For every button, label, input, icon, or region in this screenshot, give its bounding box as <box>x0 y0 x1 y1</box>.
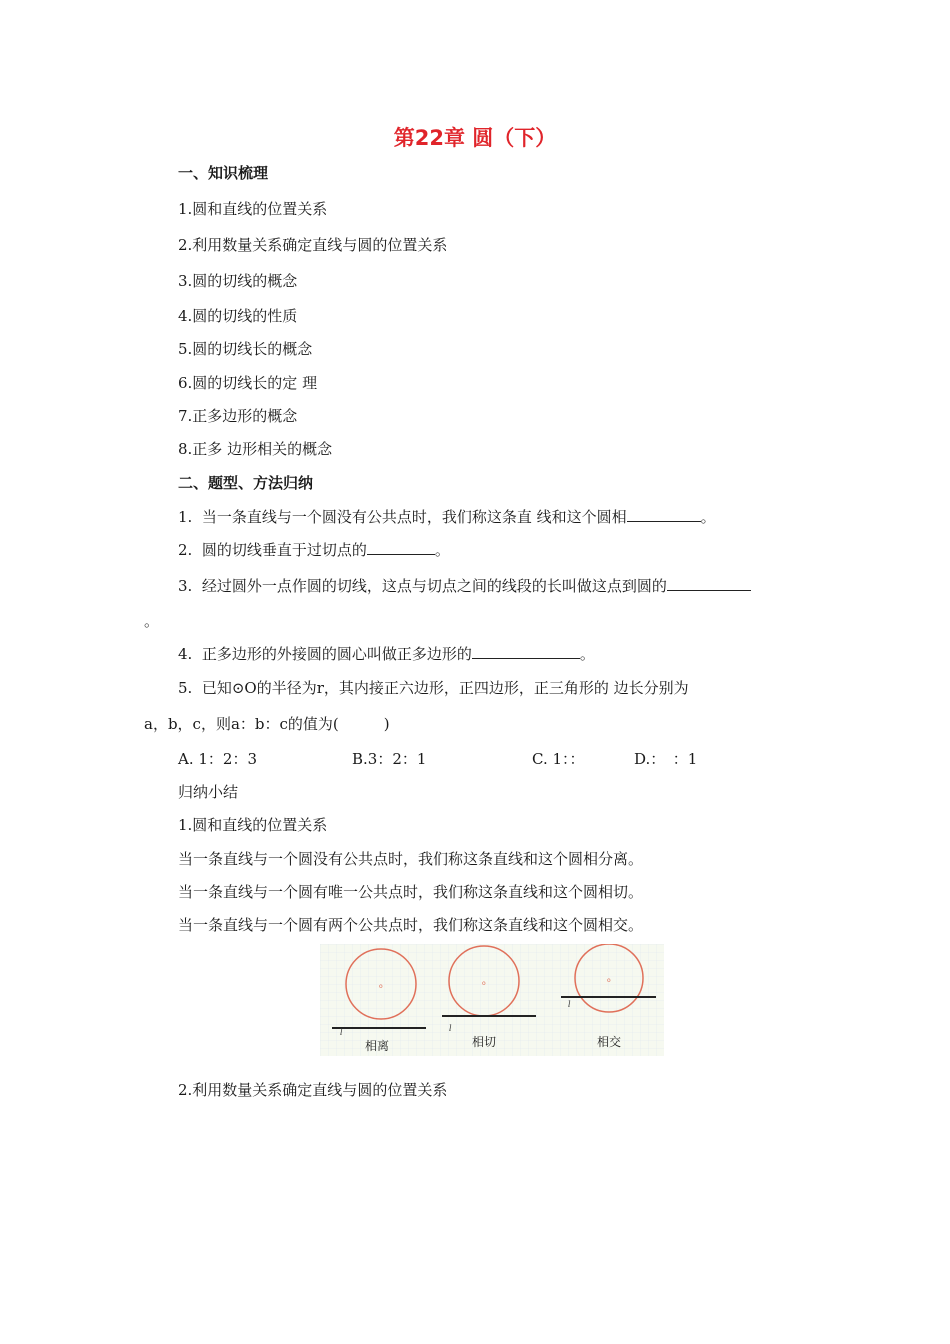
summary-heading: 归纳小结 <box>178 783 239 801</box>
summary-item: 2.利用数量关系确定直线与圆的位置关系 <box>178 1081 448 1099</box>
knowledge-item: 2.利用数量关系确定直线与圆的位置关系 <box>178 236 448 254</box>
question-1 <box>178 507 716 527</box>
line-label: l <box>568 1000 571 1009</box>
question-text: 已知⊙O的半径为r，其内接正六边形，正四边形，正三角形的 边长分别为 <box>201 679 689 697</box>
knowledge-item: 1.圆和直线的位置关系 <box>178 200 328 218</box>
answer-blank[interactable] <box>472 644 580 659</box>
label-separate: 相离 <box>365 1039 390 1053</box>
question-end: 。 <box>579 645 595 663</box>
answer-blank[interactable] <box>627 507 701 522</box>
option-a[interactable]: A. 1：2：3 <box>178 750 257 768</box>
line-label: l <box>340 1028 343 1037</box>
knowledge-item: 3.圆的切线的概念 <box>178 272 298 290</box>
circle-line-relation-figure <box>320 944 664 1056</box>
question-text: 经过圆外一点作圆的切线，这点与切点之间的线段的长叫做这点到圆的 <box>201 577 667 595</box>
question-end: 。 <box>434 541 450 559</box>
knowledge-item: 7.正多边形的概念 <box>178 407 298 425</box>
label-intersect: 相交 <box>597 1035 622 1049</box>
question-5-options <box>0 749 950 769</box>
question-3 <box>178 576 751 596</box>
knowledge-item: 4.圆的切线的性质 <box>178 307 298 325</box>
question-4 <box>178 644 595 664</box>
knowledge-item: 5.圆的切线长的概念 <box>178 340 313 358</box>
summary-line: 当一条直线与一个圆没有公共点时，我们称这条直线和这个圆相分离。 <box>178 850 644 868</box>
question-text: 正多边形的外接圆的圆心叫做正多边形的 <box>201 645 472 663</box>
circle-center-label: o <box>482 980 486 987</box>
summary-line: 当一条直线与一个圆有唯一公共点时，我们称这条直线和这个圆相切。 <box>178 883 644 901</box>
knowledge-item: 8.正多 边形相关的概念 <box>178 440 333 458</box>
option-d[interactable]: D.： ：1 <box>634 750 698 768</box>
answer-blank[interactable] <box>667 576 751 591</box>
section-heading-knowledge: 一、知识梳理 <box>178 164 269 182</box>
question-number: 1. <box>178 508 193 526</box>
question-3-end: 。 <box>144 612 160 630</box>
answer-blank[interactable] <box>367 540 435 555</box>
option-b[interactable]: B.3：2：1 <box>352 750 427 768</box>
question-number: 4. <box>178 645 193 663</box>
circle-center-label: o <box>379 983 383 990</box>
question-number: 2. <box>178 541 193 559</box>
knowledge-item: 6.圆的切线长的定 理 <box>178 374 318 392</box>
page-title: 第22章 圆（下） <box>393 126 557 150</box>
question-5 <box>178 678 689 698</box>
question-number: 5. <box>178 679 193 697</box>
section-heading-methods: 二、题型、方法归纳 <box>178 474 314 492</box>
option-c[interactable]: C. 1：： <box>532 750 585 768</box>
question-text: 当一条直线与一个圆没有公共点时，我们称这条直 线和这个圆相 <box>201 508 627 526</box>
question-2 <box>178 540 450 560</box>
summary-item: 1.圆和直线的位置关系 <box>178 816 328 834</box>
summary-line: 当一条直线与一个圆有两个公共点时，我们称这条直线和这个圆相交。 <box>178 916 644 934</box>
question-end: 。 <box>700 508 716 526</box>
line-label: l <box>449 1024 452 1033</box>
question-5-continued: a，b，c，则a：b：c的值为( ) <box>144 715 390 733</box>
circle-center-label: o <box>607 977 611 984</box>
question-number: 3. <box>178 577 193 595</box>
question-text: 圆的切线垂直于过切点的 <box>201 541 367 559</box>
label-tangent: 相切 <box>472 1035 497 1049</box>
